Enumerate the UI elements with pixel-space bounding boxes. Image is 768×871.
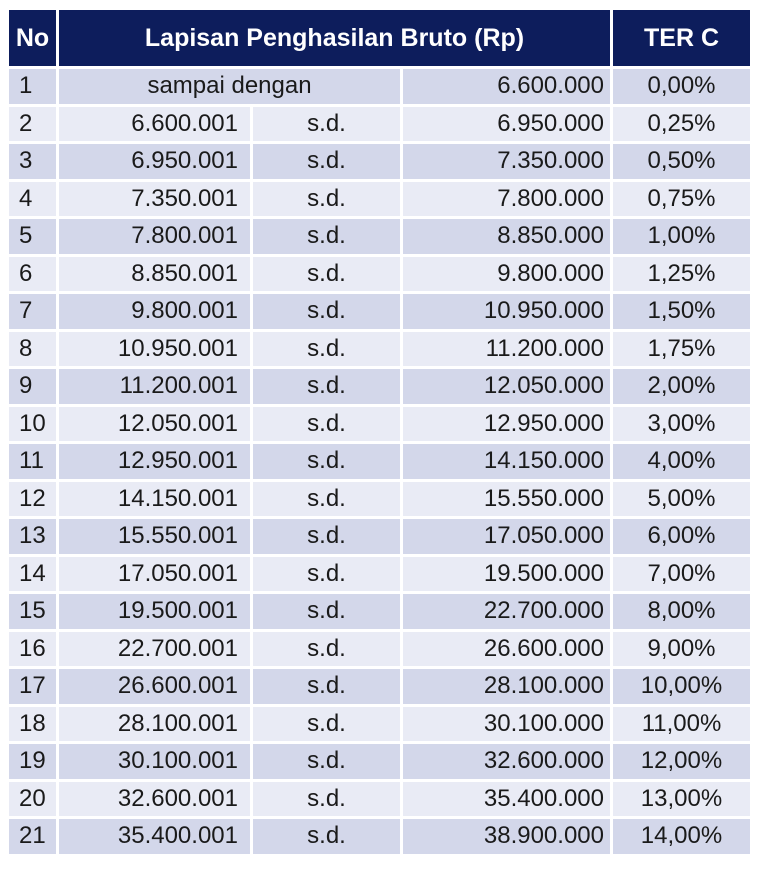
range-separator: s.d. [253,369,400,404]
table-row [9,144,750,179]
table-row [9,557,750,592]
ter-rate: 5,00% [613,482,750,517]
table-body [9,69,750,854]
row-number: 20 [9,782,56,817]
range-from: 28.100.001 [59,707,250,742]
range-to: 35.400.000 [403,782,610,817]
ter-rate: 7,00% [613,557,750,592]
table-row [9,107,750,142]
range-separator: s.d. [253,407,400,442]
range-from: 22.700.001 [59,632,250,667]
range-from: 10.950.001 [59,332,250,367]
row-number: 1 [9,69,56,104]
table-row [9,219,750,254]
row-number: 21 [9,819,56,854]
row-number: 11 [9,444,56,479]
range-separator: s.d. [253,144,400,179]
range-from: 6.950.001 [59,144,250,179]
range-separator: s.d. [253,257,400,292]
row-number: 18 [9,707,56,742]
row-number: 15 [9,594,56,629]
table-row [9,744,750,779]
range-from: 14.150.001 [59,482,250,517]
ter-rate: 0,50% [613,144,750,179]
range-to: 38.900.000 [403,819,610,854]
ter-rate: 12,00% [613,744,750,779]
range-from: 9.800.001 [59,294,250,329]
row-number: 7 [9,294,56,329]
row-number: 8 [9,332,56,367]
range-to: 22.700.000 [403,594,610,629]
table-header-row [9,10,750,66]
table-row [9,257,750,292]
ter-rate: 13,00% [613,782,750,817]
range-separator: s.d. [253,519,400,554]
ter-rate: 1,25% [613,257,750,292]
range-to: 6.600.000 [403,69,610,104]
range-separator: s.d. [253,219,400,254]
range-to: 7.800.000 [403,182,610,217]
ter-rate: 9,00% [613,632,750,667]
row-number: 5 [9,219,56,254]
table-row [9,482,750,517]
range-from: 30.100.001 [59,744,250,779]
row-number: 16 [9,632,56,667]
range-to: 30.100.000 [403,707,610,742]
table-row [9,707,750,742]
ter-rate: 8,00% [613,594,750,629]
table-row [9,332,750,367]
row-number: 19 [9,744,56,779]
table-row [9,369,750,404]
table-row [9,819,750,854]
table-row [9,669,750,704]
row-number: 14 [9,557,56,592]
range-separator: s.d. [253,294,400,329]
ter-rate: 1,00% [613,219,750,254]
range-from: 8.850.001 [59,257,250,292]
header-ter-c: TER C [613,10,750,66]
row-number: 10 [9,407,56,442]
range-from: 12.950.001 [59,444,250,479]
range-to: 26.600.000 [403,632,610,667]
range-separator: s.d. [253,332,400,367]
header-gross-income-range: Lapisan Penghasilan Bruto (Rp) [59,10,610,66]
range-from: 19.500.001 [59,594,250,629]
ter-rate: 11,00% [613,707,750,742]
row-number: 3 [9,144,56,179]
table-row [9,632,750,667]
row-number: 12 [9,482,56,517]
range-to: 12.950.000 [403,407,610,442]
table-row [9,782,750,817]
range-label: sampai dengan [59,69,400,104]
ter-rate: 1,50% [613,294,750,329]
ter-rate: 4,00% [613,444,750,479]
row-number: 9 [9,369,56,404]
range-from: 17.050.001 [59,557,250,592]
range-from: 11.200.001 [59,369,250,404]
range-from: 15.550.001 [59,519,250,554]
range-to: 15.550.000 [403,482,610,517]
range-separator: s.d. [253,182,400,217]
range-separator: s.d. [253,594,400,629]
ter-rate: 1,75% [613,332,750,367]
range-to: 6.950.000 [403,107,610,142]
range-from: 12.050.001 [59,407,250,442]
range-separator: s.d. [253,819,400,854]
row-number: 2 [9,107,56,142]
ter-rate: 10,00% [613,669,750,704]
range-separator: s.d. [253,482,400,517]
ter-rate: 3,00% [613,407,750,442]
range-separator: s.d. [253,782,400,817]
range-to: 12.050.000 [403,369,610,404]
table-row [9,182,750,217]
table-row [9,294,750,329]
range-from: 26.600.001 [59,669,250,704]
range-to: 8.850.000 [403,219,610,254]
ter-c-rate-table [6,7,753,857]
range-from: 32.600.001 [59,782,250,817]
range-to: 10.950.000 [403,294,610,329]
range-to: 11.200.000 [403,332,610,367]
range-to: 7.350.000 [403,144,610,179]
range-separator: s.d. [253,707,400,742]
row-number: 13 [9,519,56,554]
range-to: 28.100.000 [403,669,610,704]
ter-rate: 14,00% [613,819,750,854]
table-row [9,407,750,442]
ter-rate: 0,00% [613,69,750,104]
range-separator: s.d. [253,107,400,142]
range-from: 35.400.001 [59,819,250,854]
ter-rate: 0,75% [613,182,750,217]
row-number: 4 [9,182,56,217]
range-to: 17.050.000 [403,519,610,554]
table-row [9,519,750,554]
range-to: 32.600.000 [403,744,610,779]
ter-rate: 6,00% [613,519,750,554]
header-no: No [9,10,56,66]
table-row [9,69,750,104]
range-separator: s.d. [253,632,400,667]
range-to: 19.500.000 [403,557,610,592]
range-to: 14.150.000 [403,444,610,479]
table-row [9,594,750,629]
row-number: 6 [9,257,56,292]
ter-table-container [6,7,753,857]
ter-rate: 2,00% [613,369,750,404]
row-number: 17 [9,669,56,704]
range-from: 7.350.001 [59,182,250,217]
table-row [9,444,750,479]
range-separator: s.d. [253,744,400,779]
range-separator: s.d. [253,557,400,592]
range-from: 6.600.001 [59,107,250,142]
ter-rate: 0,25% [613,107,750,142]
range-to: 9.800.000 [403,257,610,292]
range-separator: s.d. [253,444,400,479]
range-from: 7.800.001 [59,219,250,254]
range-separator: s.d. [253,669,400,704]
